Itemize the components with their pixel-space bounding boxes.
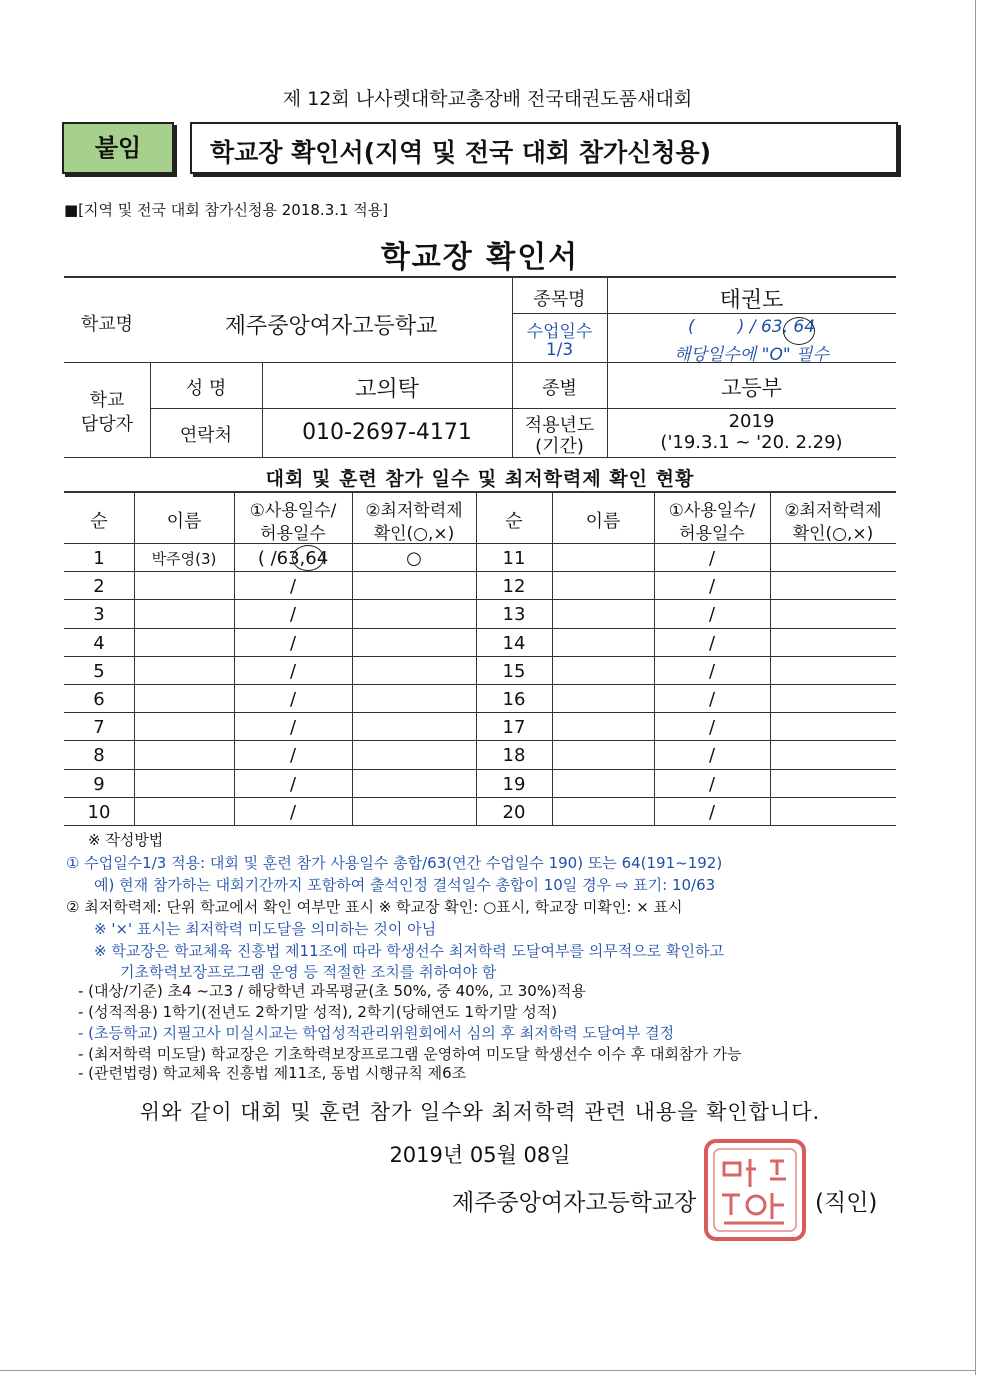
- year-label-2: (기간): [535, 436, 584, 457]
- col-name-right: 이름: [585, 511, 621, 532]
- cell-no: 11: [502, 548, 526, 569]
- col-days-2: 허용일수: [260, 524, 326, 544]
- cell-name: 박주영(3): [151, 550, 217, 568]
- note-2b: ※ '×' 표시는 최저학력 미도달을 의미하는 것이 아님: [94, 920, 437, 938]
- note-2a: ② 최저학력제: 단위 학교에서 확인 여부만 표시 ※ 학교장 확인: ○표시, 학교장 미확인: × 표시: [66, 898, 683, 916]
- note-2c: ※ 학교장은 학교체육 진흥법 제11조에 따라 학생선수 최저학력 도달여부를 의무적으로 확인하고: [94, 942, 724, 960]
- days-value: ( ) / 63, 64: [687, 317, 816, 337]
- cell-no: 5: [93, 660, 105, 682]
- cell-days: /: [289, 660, 297, 682]
- cell-days: /: [708, 660, 716, 682]
- name-label: 성 명: [185, 378, 227, 399]
- detail-4: - (최저학력 미도달) 학교장은 기초학력보장프로그램 운영하여 미도달 학생선수 이수 후 대회참가 가능: [78, 1045, 742, 1063]
- cell-days: /: [708, 632, 716, 654]
- manager-label-2: 담당자: [80, 414, 134, 435]
- detail-2: - (성적적용) 1학기(전년도 2학기말 성적), 2학기(당해연도 1학기말 성적): [78, 1003, 558, 1021]
- cell-no: 3: [93, 604, 105, 626]
- cell-no: 2: [93, 576, 105, 598]
- cell-no: 16: [502, 689, 526, 710]
- official-seal-icon: [700, 1135, 810, 1245]
- cell-days: /: [289, 689, 297, 710]
- cell-days: /: [708, 745, 716, 767]
- cell-no: 10: [87, 801, 111, 823]
- seal-note: (직인): [815, 1190, 878, 1216]
- year-period: ('19.3.1 ~ '20. 2.29): [660, 432, 843, 453]
- cell-no: 9: [93, 773, 105, 795]
- detail-5: - (관련법령) 학교체육 진흥법 제11조, 동법 시행규칙 제6조: [78, 1064, 467, 1082]
- cell-days: /: [708, 576, 716, 598]
- row-divider: [64, 599, 896, 600]
- notes-heading: ※ 작성방법: [88, 831, 164, 849]
- manager-name: 고의탁: [355, 377, 419, 402]
- year-label: 적용년도: [524, 415, 595, 436]
- confirm-date: 2019년 05월 08일: [389, 1143, 571, 1167]
- cell-no: 13: [502, 604, 526, 626]
- sport-value: 태권도: [719, 288, 784, 313]
- cell-days: /: [289, 717, 297, 739]
- contact-label: 연락처: [179, 425, 233, 446]
- cell-days: /: [708, 604, 716, 626]
- school-label: 학교명: [80, 314, 134, 335]
- contact-value: 010-2697-4171: [302, 420, 472, 445]
- cell-no: 20: [502, 801, 526, 823]
- row-divider: [64, 656, 896, 657]
- days-label: 수업일수: [526, 322, 593, 342]
- col-check-2: 확인(○,×): [373, 524, 455, 544]
- cell-no: 12: [502, 576, 526, 598]
- days-label-ratio: 1/3: [545, 340, 574, 360]
- cell-days: /: [289, 773, 297, 795]
- section-title: 대회 및 훈련 참가 일수 및 최저학력제 확인 현황: [265, 468, 695, 490]
- note-line: ■[지역 및 전국 대회 참가신청용 2018.3.1 적용]: [64, 201, 389, 219]
- note-2d: 기초학력보장프로그램 운영 등 적절한 조치를 취하여야 함: [120, 963, 497, 981]
- year-value: 2019: [728, 411, 775, 432]
- col-name: 이름: [166, 511, 202, 532]
- row-divider: [64, 628, 896, 629]
- row-divider: [64, 797, 896, 798]
- cell-no: 17: [502, 717, 526, 739]
- header-title: 학교장 확인서(지역 및 전국 대회 참가신청용): [210, 138, 712, 167]
- cell-no: 7: [93, 717, 105, 739]
- cell-days: /: [708, 717, 716, 739]
- detail-3: - (초등학교) 지필고사 미실시교는 학업성적관리위원회에서 심의 후 최저학력 도달여부 결정: [78, 1024, 675, 1042]
- cell-days: /: [289, 576, 297, 598]
- page-edge: [975, 0, 976, 1375]
- category-value: 고등부: [721, 376, 782, 400]
- sport-label: 종목명: [533, 289, 586, 310]
- school-name: 제주중앙여자고등학교: [224, 314, 438, 339]
- col-check: ②최저학력제: [365, 501, 463, 521]
- cell-no: 4: [93, 632, 105, 654]
- cell-no: 6: [93, 689, 105, 710]
- cell-check: ○: [406, 548, 422, 569]
- note-1a: ① 수업일수1/3 적용: 대회 및 훈련 참가 사용일수 총합/63(연간 수업일수 190) 또는 64(191~192): [66, 854, 723, 872]
- col-check-right: ②최저학력제: [784, 501, 882, 521]
- cell-days: /: [708, 801, 716, 823]
- manager-label: 학교: [89, 390, 125, 411]
- col-no-right: 순: [505, 511, 523, 532]
- cell-no: 19: [502, 773, 526, 795]
- cell-days: /: [289, 745, 297, 767]
- cell-no: 1: [93, 548, 105, 569]
- category-label: 종별: [542, 378, 577, 399]
- cell-days: /: [289, 632, 297, 654]
- cell-days: /: [289, 604, 297, 626]
- doc-title: 학교장 확인서: [380, 240, 580, 275]
- circle-mark-icon: [292, 545, 324, 571]
- signer: 제주중앙여자고등학교장: [452, 1190, 697, 1216]
- col-no: 순: [90, 511, 108, 532]
- note-1b: 예) 현재 참가하는 대회기간까지 포함하여 출석인정 결석일수 총합이 10일 경우 ⇨ 표기: 10/63: [94, 876, 716, 894]
- col-check-right-2: 확인(○,×): [792, 524, 874, 544]
- cell-days: ( /63,64: [257, 548, 329, 569]
- row-divider: [64, 740, 896, 741]
- row-divider: [64, 571, 896, 572]
- col-days-right: ①사용일수/: [668, 501, 756, 521]
- cell-no: 8: [93, 745, 105, 767]
- cell-no: 18: [502, 745, 526, 767]
- page-edge-bottom: [0, 1370, 975, 1371]
- row-divider: [64, 712, 896, 713]
- header-box: [190, 122, 898, 174]
- cell-days: /: [289, 801, 297, 823]
- col-days-right-2: 허용일수: [679, 524, 745, 544]
- cell-no: 15: [502, 660, 526, 682]
- col-days: ①사용일수/: [249, 501, 337, 521]
- detail-1: - (대상/기준) 초4 ~고3 / 해당학년 과목평균(초 50%, 중 40%, 고 30%)적용: [78, 982, 586, 1000]
- attachment-badge: 붙임: [62, 122, 174, 174]
- row-divider: [64, 684, 896, 685]
- confirm-text: 위와 같이 대회 및 훈련 참가 일수와 최저학력 관련 내용을 확인합니다.: [139, 1100, 821, 1124]
- event-title: 제 12회 나사렛대학교총장배 전국태권도품새대회: [282, 88, 693, 110]
- cell-days: /: [708, 548, 716, 569]
- cell-days: /: [708, 773, 716, 795]
- row-divider: [64, 769, 896, 770]
- cell-days: /: [708, 689, 716, 710]
- days-note: 해당일수에 "O" 필수: [674, 345, 829, 365]
- cell-no: 14: [502, 632, 526, 654]
